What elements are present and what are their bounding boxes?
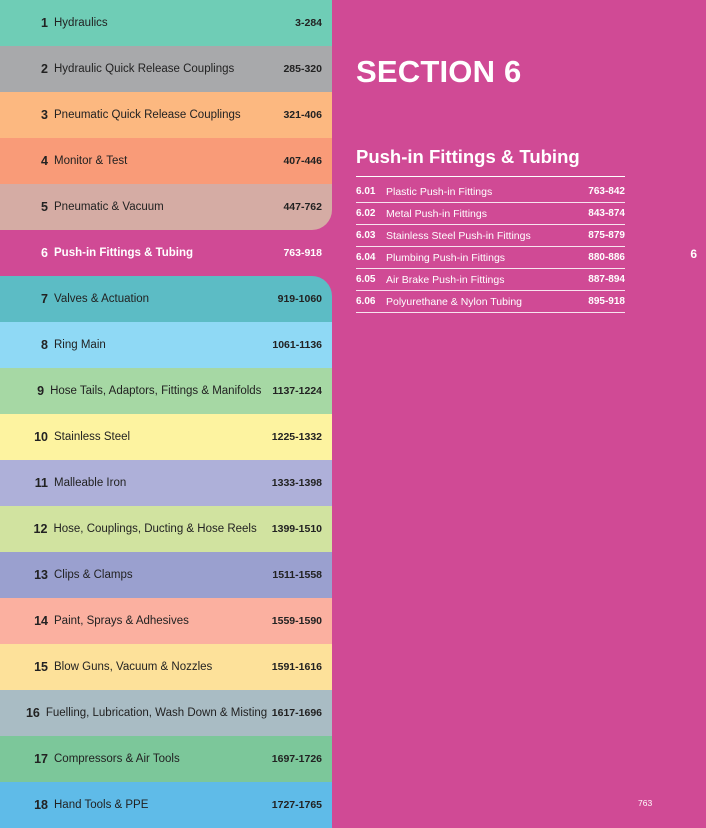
subsection-item[interactable] — [356, 203, 625, 225]
subsection-item[interactable] — [356, 181, 625, 203]
sidebar-item-label: Hydraulic Quick Release Couplings — [54, 63, 235, 75]
subsection-item[interactable] — [356, 269, 625, 291]
sidebar-item-label: Valves & Actuation — [54, 293, 150, 305]
subsection-pages: 843-874 — [588, 208, 625, 219]
subsection-pages: 887-894 — [588, 274, 625, 285]
sidebar-item-5[interactable] — [0, 184, 332, 230]
subsection-item[interactable] — [356, 291, 625, 313]
sidebar-item-pages: 1727-1765 — [271, 799, 322, 811]
sidebar-item-pages: 1511-1558 — [272, 569, 322, 581]
subsection-title: Plumbing Push-in Fittings — [386, 251, 506, 264]
subsection-pages: 763-842 — [588, 186, 625, 197]
sidebar-item-label: Push-in Fittings & Tubing — [54, 247, 194, 259]
sidebar-item-pages: 1399-1510 — [271, 523, 322, 535]
subsection-heading: Push-in Fittings & Tubing — [356, 146, 580, 167]
sidebar-item-label: Stainless Steel — [54, 431, 131, 443]
sidebar-item-label: Malleable Iron — [54, 477, 127, 489]
subsection-item[interactable] — [356, 247, 625, 269]
sidebar-item-number: 11 — [34, 476, 48, 490]
sidebar-item-pages: 1333-1398 — [271, 477, 322, 489]
sidebar-item-pages: 763-918 — [283, 247, 322, 259]
sidebar-item-14[interactable] — [0, 598, 332, 644]
sidebar-item-pages: 1617-1696 — [271, 707, 322, 719]
sidebar-item-label: Clips & Clamps — [54, 569, 133, 581]
sidebar-item-pages: 447-762 — [283, 201, 322, 213]
subsection-title: Polyurethane & Nylon Tubing — [386, 295, 523, 308]
sidebar-item-6[interactable] — [0, 230, 332, 276]
subsection-title: Plastic Push-in Fittings — [386, 185, 493, 198]
sidebar-item-number: 3 — [41, 108, 48, 122]
sidebar-item-3[interactable] — [0, 92, 332, 138]
sidebar-item-number: 4 — [41, 154, 48, 168]
sidebar-item-label: Blow Guns, Vacuum & Nozzles — [54, 661, 213, 673]
sidebar-item-17[interactable] — [0, 736, 332, 782]
subsection-code: 6.04 — [356, 252, 376, 263]
section-tab-number: 6 — [690, 247, 697, 261]
sidebar-item-number: 10 — [34, 430, 48, 444]
subsection-pages: 880-886 — [588, 252, 625, 263]
sidebar-item-number: 14 — [34, 614, 48, 628]
sidebar-item-number: 17 — [34, 752, 48, 766]
sidebar-item-label: Pneumatic & Vacuum — [54, 201, 164, 213]
sidebar-item-pages: 3-284 — [295, 17, 322, 29]
sidebar-item-label: Hydraulics — [54, 17, 108, 29]
sidebar-item-number: 2 — [41, 62, 48, 76]
page-number: 763 — [638, 798, 653, 808]
subsection-title: Stainless Steel Push-in Fittings — [386, 229, 531, 242]
sidebar-item-12[interactable] — [0, 506, 332, 552]
sidebar-item-label: Hose, Couplings, Ducting & Hose Reels — [53, 523, 257, 535]
sidebar-item-4[interactable] — [0, 138, 332, 184]
sidebar-item-15[interactable] — [0, 644, 332, 690]
subsection-item[interactable] — [356, 225, 625, 247]
sidebar-item-number: 18 — [34, 798, 48, 812]
sidebar-item-pages: 1697-1726 — [271, 753, 322, 765]
sidebar-item-label: Ring Main — [54, 339, 106, 351]
sidebar-item-number: 8 — [41, 338, 48, 352]
subsection-title: Metal Push-in Fittings — [386, 207, 487, 220]
sidebar-item-pages: 1137-1224 — [272, 385, 322, 397]
sidebar-item-label: Fuelling, Lubrication, Wash Down & Misting — [45, 707, 268, 719]
sidebar-item-7[interactable] — [0, 276, 332, 322]
subsection-list — [356, 181, 625, 313]
sidebar-item-pages: 407-446 — [283, 155, 322, 167]
sidebar-item-pages: 1559-1590 — [271, 615, 322, 627]
subsection-pages: 895-918 — [588, 296, 625, 307]
sidebar-item-number: 7 — [41, 292, 48, 306]
heading-divider — [356, 176, 625, 177]
sidebar-item-label: Monitor & Test — [54, 155, 128, 167]
sidebar-item-18[interactable] — [0, 782, 332, 828]
sidebar-item-number: 16 — [25, 706, 40, 720]
sidebar-item-label: Paint, Sprays & Adhesives — [54, 615, 189, 627]
sidebar-item-number: 12 — [33, 522, 48, 536]
subsection-code: 6.05 — [356, 274, 376, 285]
sidebar-item-pages: 321-406 — [283, 109, 322, 121]
sidebar-item-number: 9 — [37, 384, 45, 398]
sidebar-item-pages: 285-320 — [283, 63, 322, 75]
section-content — [332, 0, 706, 828]
sidebar-item-number: 13 — [34, 568, 48, 582]
sidebar-item-label: Compressors & Air Tools — [54, 753, 180, 765]
sidebar-item-number: 1 — [41, 16, 48, 30]
section-sidebar — [0, 0, 332, 828]
subsection-pages: 875-879 — [588, 230, 625, 241]
sidebar-item-pages: 919-1060 — [277, 293, 322, 305]
sidebar-item-16[interactable] — [0, 690, 332, 736]
section-title: SECTION 6 — [356, 54, 522, 89]
sidebar-item-13[interactable] — [0, 552, 332, 598]
sidebar-item-pages: 1591-1616 — [271, 661, 322, 673]
sidebar-item-label: Pneumatic Quick Release Couplings — [54, 109, 241, 121]
sidebar-item-9[interactable] — [0, 368, 332, 414]
sidebar-item-label: Hand Tools & PPE — [54, 799, 149, 811]
subsection-code: 6.01 — [356, 186, 376, 197]
sidebar-item-2[interactable] — [0, 46, 332, 92]
sidebar-item-8[interactable] — [0, 322, 332, 368]
sidebar-item-number: 5 — [41, 200, 48, 214]
subsection-code: 6.06 — [356, 296, 376, 307]
sidebar-item-number: 15 — [34, 660, 48, 674]
sidebar-item-1[interactable] — [0, 0, 332, 46]
subsection-code: 6.03 — [356, 230, 376, 241]
sidebar-item-label: Hose Tails, Adaptors, Fittings & Manifolds — [50, 385, 262, 397]
sidebar-item-number: 6 — [41, 246, 48, 260]
subsection-title: Air Brake Push-in Fittings — [386, 273, 505, 286]
sidebar-item-10[interactable] — [0, 414, 332, 460]
subsection-code: 6.02 — [356, 208, 376, 219]
sidebar-item-11[interactable] — [0, 460, 332, 506]
sidebar-item-pages: 1061-1136 — [272, 339, 322, 351]
sidebar-item-pages: 1225-1332 — [271, 431, 322, 443]
